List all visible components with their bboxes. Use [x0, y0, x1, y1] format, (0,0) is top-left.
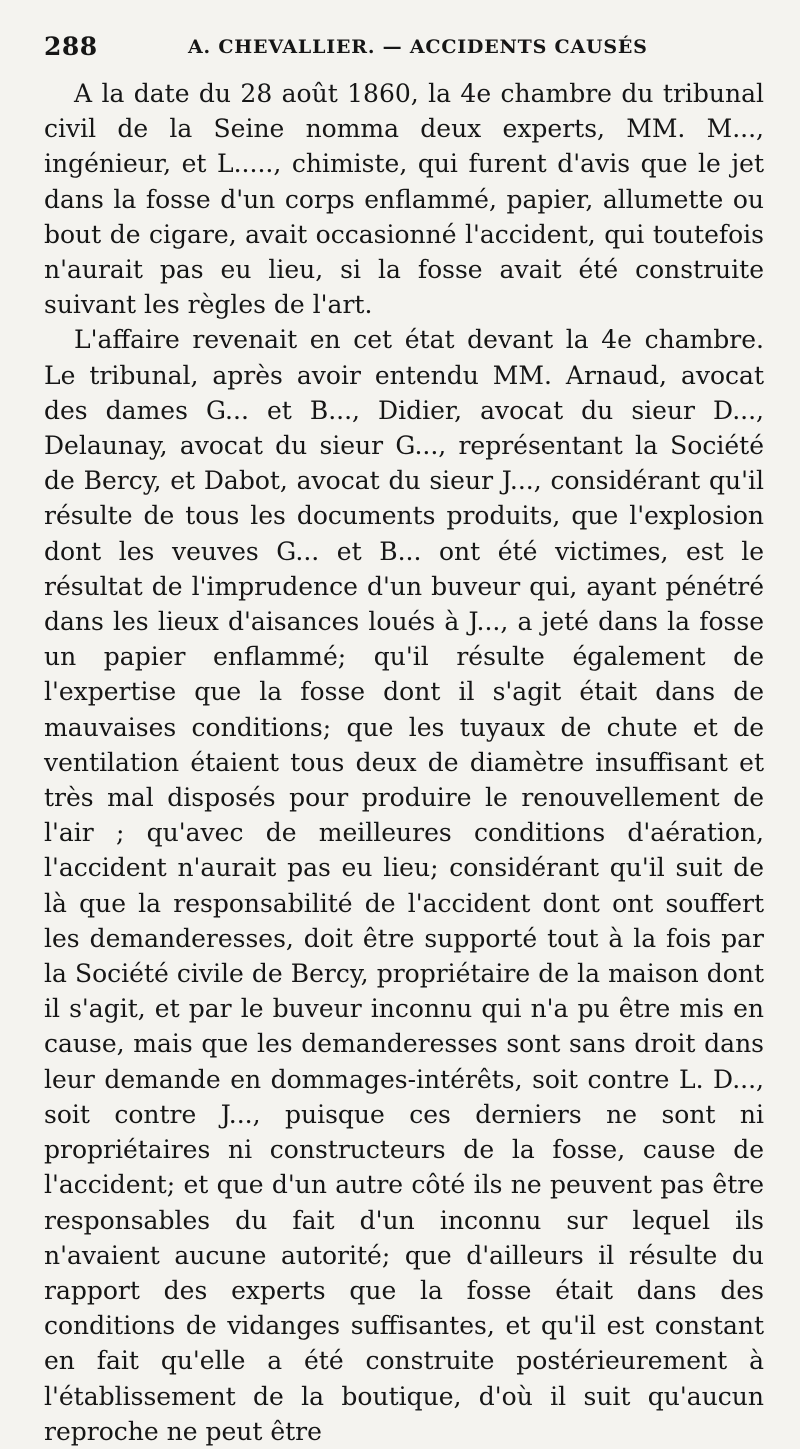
- paragraph-2: L'affaire revenait en cet état devant la 4e chambre. Le tribunal, après avoir entendu MM. Arnaud, avocat des dames G... et B..., Didier, avocat du sieur D..., Delaunay, avocat du sieur G..., représentant la Société de Bercy, et Dabot, avocat du sieur J..., considérant qu'il résulte de tous les documents produits, que l'explosion dont les veuves G... et B... ont été victimes, est le résultat de l'imprudence d'un buveur qui, ayant pénétré dans les lieux d'aisances loués à J..., a jeté dans la fosse un papier enflammé; qu'il résulte également de l'expertise que la fosse dont il s'agit était dans de mauvaises conditions; que les tuyaux de chute et de ventilation étaient tous deux de diamètre insuffisant et très mal disposés pour produire le renouvellement de l'air ; qu'avec de meilleures conditions d'aération, l'accident n'aurait pas eu lieu; considérant qu'il suit de là que la responsabilité de l'accident dont ont souffert les demanderesses, doit être supporté tout à la fois par la Société civile de Bercy, propriétaire de la maison dont il s'agit, et par le buveur inconnu qui n'a pu être mis en cause, mais que les demanderesses sont sans droit dans leur demande en dommages-intérêts, soit contre L. D..., soit contre J..., puisque ces derniers ne sont ni propriétaires ni constructeurs de la fosse, cause de l'accident; et que d'un autre côté ils ne peuvent pas être responsables du fait d'un inconnu sur lequel ils n'avaient aucune autorité; que d'ailleurs il résulte du rapport des experts que la fosse était dans des conditions de vidanges suffisantes, et qu'il est constant en fait qu'elle a été construite postérieurement à l'établissement de la boutique, d'où il suit qu'aucun reproche ne peut être: [44, 325, 764, 1446]
- page-header: [44, 32, 764, 76]
- page-number: 288: [44, 32, 98, 61]
- body-text: [44, 76, 764, 1449]
- paragraph-1: A la date du 28 août 1860, la 4e chambre du tribunal civil de la Seine nomma deux experts, MM. M..., ingénieur, et L....., chimiste, qui furent d'avis que le jet dans la fosse d'un corps enflammé, papier, allumette ou bout de cigare, avait occasionné l'accident, qui toutefois n'aurait pas eu lieu, si la fosse avait été construite suivant les règles de l'art.: [44, 79, 764, 320]
- running-head: A. CHEVALLIER. — ACCIDENTS CAUSÉS: [188, 36, 648, 58]
